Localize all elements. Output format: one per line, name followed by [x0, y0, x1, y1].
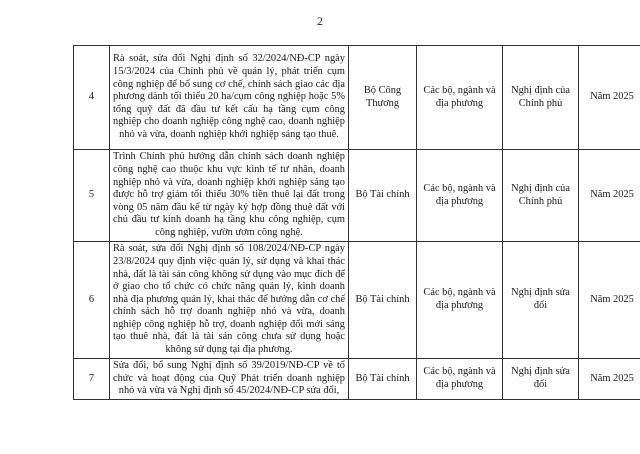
row-number: 5 [74, 150, 110, 242]
coordinating-agency: Các bộ, ngành và địa phương [417, 242, 503, 359]
coordinating-agency: Các bộ, ngành và địa phương [417, 46, 503, 150]
row-number: 4 [74, 46, 110, 150]
task-description: Rà soát, sửa đổi Nghị định số 108/2024/NĐ-CP ngày 23/8/2024 quy định việc quản lý, sử dụng và khai thác nhà, đất là tài sản công không sử dụng vào mục đích để ở giao cho tổ chức có chức năng quản lý, kinh doanh nhà địa phương quản lý, khai thác để hướng dẫn cơ chế chính sách hỗ trợ doanh nghiệp nhỏ và vừa, doanh nghiệp công nghiệp hỗ trợ, doanh nghiệp đổi mới sáng tạo thuê nhà, đất là tài sản công chưa sử dụng hoặc không sử dụng tại địa phương. [110, 242, 349, 359]
coordinating-agency: Các bộ, ngành và địa phương [417, 150, 503, 242]
task-description: Rà soát, sửa đổi Nghị định số 32/2024/NĐ-CP ngày 15/3/2024 của Chính phủ về quản lý, phát triển cụm công nghiệp để bổ sung cơ chế, chính sách giao các địa phương dành tối thiểu 20 ha/cụm công nghiệp hoặc 5% tổng quỹ đất đã đầu tư kết cấu hạ tầng cụm công nghiệp cho doanh nghiệp công nghệ cao, doanh nghiệp nhỏ và vừa, doanh nghiệp khởi nghiệp sáng tạo thuê. [110, 46, 349, 150]
lead-agency: Bộ Tài chính [349, 359, 417, 400]
completion-time: Năm 2025 [579, 242, 640, 359]
output-product: Nghị định của Chính phủ [503, 46, 579, 150]
completion-time: Năm 2025 [579, 150, 640, 242]
table-row [74, 150, 640, 242]
task-description: Sửa đổi, bổ sung Nghị định số 39/2019/NĐ-CP về tổ chức và hoạt động của Quỹ Phát triển doanh nghiệp nhỏ và vừa và Nghị định số 45/2024/NĐ-CP sửa đổi, [110, 359, 349, 400]
output-product: Nghị định sửa đổi [503, 242, 579, 359]
lead-agency: Bộ Công Thương [349, 46, 417, 150]
output-product: Nghị định của Chính phủ [503, 150, 579, 242]
completion-time: Năm 2025 [579, 46, 640, 150]
table-row [74, 359, 640, 400]
task-table [73, 45, 640, 400]
page-number: 2 [317, 14, 323, 28]
row-number: 6 [74, 242, 110, 359]
lead-agency: Bộ Tài chính [349, 150, 417, 242]
completion-time: Năm 2025 [579, 359, 640, 400]
task-description: Trình Chính phủ hướng dẫn chính sách doanh nghiệp công nghệ cao thuộc khu vực kinh tế tư nhân, doanh nghiệp nhỏ và vừa, doanh nghiệp khởi nghiệp sáng tạo được hỗ trợ giảm tối thiểu 30% tiền thuê lại đất trong vòng 05 năm đầu kể từ ngày ký hợp đồng thuê đất với chủ đầu tư kinh doanh hạ tầng khu công nghiệp, cụm công nghiệp, vườn ươm công nghệ. [110, 150, 349, 242]
coordinating-agency: Các bộ, ngành và địa phương [417, 359, 503, 400]
lead-agency: Bộ Tài chính [349, 242, 417, 359]
table-row [74, 46, 640, 150]
table-row [74, 242, 640, 359]
output-product: Nghị định sửa đổi [503, 359, 579, 400]
row-number: 7 [74, 359, 110, 400]
